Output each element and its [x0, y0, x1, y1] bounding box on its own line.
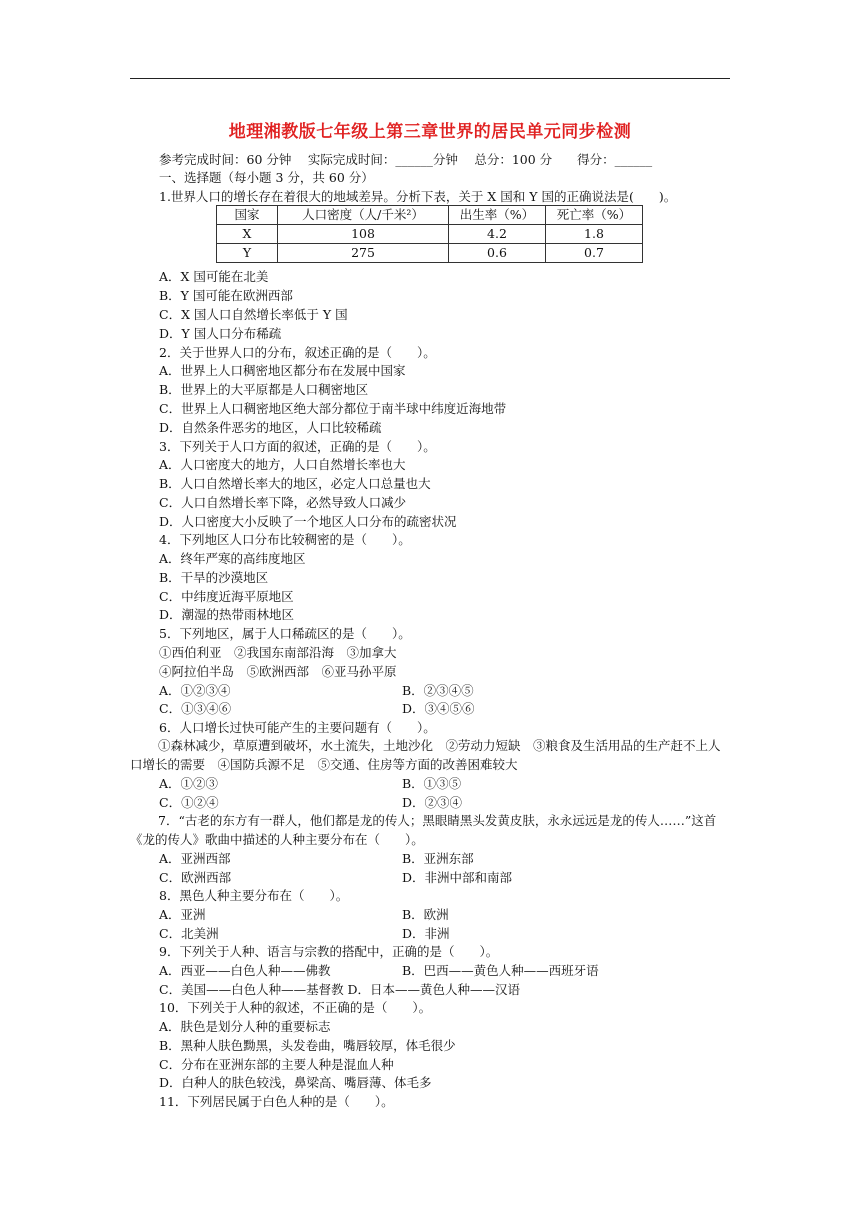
- q1-option-b: B．Y 国可能在欧洲西部: [159, 288, 293, 303]
- q10-option-c: C．分布在亚洲东部的主要人种是混血人种: [159, 1057, 394, 1072]
- q5-option-d: D．③④⑤⑥: [402, 701, 475, 716]
- question-10-stem: 10．下列关于人种的叙述，不正确的是（ ）。: [159, 1000, 432, 1015]
- table-header-cell: 出生率（%）: [449, 206, 546, 225]
- table-cell: X: [217, 225, 278, 244]
- question-5-stem: 5．下列地区，属于人口稀疏区的是（ ）。: [159, 626, 411, 641]
- q5-option-c: C．①③④⑥: [159, 701, 232, 716]
- q1-option-c: C．X 国人口自然增长率低于 Y 国: [159, 307, 348, 322]
- q5-items-line2: ④阿拉伯半岛 ⑤欧洲西部 ⑥亚马孙平原: [159, 664, 397, 679]
- page-title: 地理湘教版七年级上第三章世界的居民单元同步检测: [228, 122, 632, 142]
- question-6-stem: 6．人口增长过快可能产生的主要问题有（ ）。: [159, 720, 436, 735]
- question-2-stem: 2．关于世界人口的分布，叙述正确的是（ ）。: [159, 345, 436, 360]
- q4-option-a: A．终年严寒的高纬度地区: [159, 551, 306, 566]
- q7-option-a: A．亚洲西部: [159, 851, 231, 866]
- q3-option-c: C．人口自然增长率下降，必然导致人口减少: [159, 495, 407, 510]
- q2-option-d: D．自然条件恶劣的地区，人口比较稀疏: [159, 420, 382, 435]
- question-11-stem: 11．下列居民属于白色人种的是（ ）。: [159, 1094, 394, 1109]
- q3-option-b: B．人口自然增长率大的地区，必定人口总量也大: [159, 476, 431, 491]
- table-row: [217, 225, 643, 244]
- q5-option-b: B．②③④⑤: [402, 683, 474, 698]
- q5-option-a: A．①②③④: [159, 683, 231, 698]
- table-row: [217, 244, 643, 263]
- q7-option-b: B．亚洲东部: [402, 851, 474, 866]
- q6-body: ①森林减少，草原遭到破坏，水土流失，土地沙化 ②劳动力短缺 ③粮食及生活用品的生产赶不上人口增长的需要 ④国防兵源不足 ⑤交通、住房等方面的改善困难较大: [130, 738, 721, 772]
- q8-option-d: D．非洲: [402, 926, 450, 941]
- question-9-stem: 9．下列关于人种、语言与宗教的搭配中，正确的是（ ）。: [159, 944, 499, 959]
- q1-option-a: A．X 国可能在北美: [159, 269, 269, 284]
- q9-option-b: B．巴西——黄色人种——西班牙语: [402, 963, 599, 978]
- header-rule: [130, 78, 730, 79]
- population-table: [216, 205, 643, 263]
- q4-option-d: D．潮湿的热带雨林地区: [159, 607, 295, 622]
- q2-option-b: B．世界上的大平原都是人口稠密地区: [159, 382, 369, 397]
- q10-option-d: D．白种人的肤色较浅，鼻梁高、嘴唇薄、体毛多: [159, 1075, 432, 1090]
- q2-option-a: A．世界上人口稠密地区都分布在发展中国家: [159, 363, 406, 378]
- table-cell: 108: [278, 225, 449, 244]
- q9-option-a: A．西亚——白色人种——佛教: [159, 963, 331, 978]
- table-header-cell: 死亡率（%）: [546, 206, 643, 225]
- q7-option-d: D．非洲中部和南部: [402, 870, 513, 885]
- q10-option-a: A．肤色是划分人种的重要标志: [159, 1019, 331, 1034]
- table-cell: 275: [278, 244, 449, 263]
- q8-option-b: B．欧洲: [402, 907, 449, 922]
- table-cell: 1.8: [546, 225, 643, 244]
- table-cell: 4.2: [449, 225, 546, 244]
- q6-option-b: B．①③⑤: [402, 776, 462, 791]
- q9-option-cd: C．美国——白色人种——基督教 D．日本——黄色人种——汉语: [159, 982, 521, 997]
- section-heading: 一、选择题（每小题 3 分，共 60 分）: [159, 170, 374, 185]
- table-cell: 0.7: [546, 244, 643, 263]
- q8-option-c: C．北美洲: [159, 926, 219, 941]
- table-header-cell: 人口密度（人/千米²）: [278, 206, 449, 225]
- question-7-stem: 7．“古老的东方有一群人，他们都是龙的传人；黑眼睛黑头发黄皮肤，永永远远是龙的传人……”这首《龙的传人》歌曲中描述的人种主要分布在（ ）。: [130, 813, 717, 847]
- q5-items-line1: ①西伯利亚 ②我国东南部沿海 ③加拿大: [159, 645, 397, 660]
- table-cell: Y: [217, 244, 278, 263]
- q10-option-b: B．黑种人肤色黝黑，头发卷曲，嘴唇较厚，体毛很少: [159, 1038, 456, 1053]
- q6-option-c: C．①②④: [159, 795, 219, 810]
- question-8-stem: 8．黑色人种主要分布在（ ）。: [159, 888, 349, 903]
- exam-meta: 参考完成时间：60 分钟 实际完成时间：______分钟 总分：100 分 得分：______: [159, 152, 653, 167]
- table-cell: 0.6: [449, 244, 546, 263]
- table-header-row: [217, 206, 643, 225]
- q6-option-a: A．①②③: [159, 776, 219, 791]
- table-header-cell: 国家: [217, 206, 278, 225]
- question-3-stem: 3．下列关于人口方面的叙述，正确的是（ ）。: [159, 439, 436, 454]
- q2-option-c: C．世界上人口稠密地区绝大部分都位于南半球中纬度近海地带: [159, 401, 507, 416]
- q1-option-d: D．Y 国人口分布稀疏: [159, 326, 282, 341]
- q8-option-a: A．亚洲: [159, 907, 206, 922]
- q7-option-c: C．欧洲西部: [159, 870, 232, 885]
- question-4-stem: 4．下列地区人口分布比较稠密的是（ ）。: [159, 532, 411, 547]
- q4-option-b: B．干旱的沙漠地区: [159, 570, 269, 585]
- question-1-stem: 1.世界人口的增长存在着很大的地域差异。分析下表，关于 X 国和 Y 国的正确说法是( )。: [159, 189, 677, 204]
- q4-option-c: C．中纬度近海平原地区: [159, 589, 294, 604]
- q3-option-d: D．人口密度大小反映了一个地区人口分布的疏密状况: [159, 514, 457, 529]
- q3-option-a: A．人口密度大的地方，人口自然增长率也大: [159, 457, 406, 472]
- q6-option-d: D．②③④: [402, 795, 463, 810]
